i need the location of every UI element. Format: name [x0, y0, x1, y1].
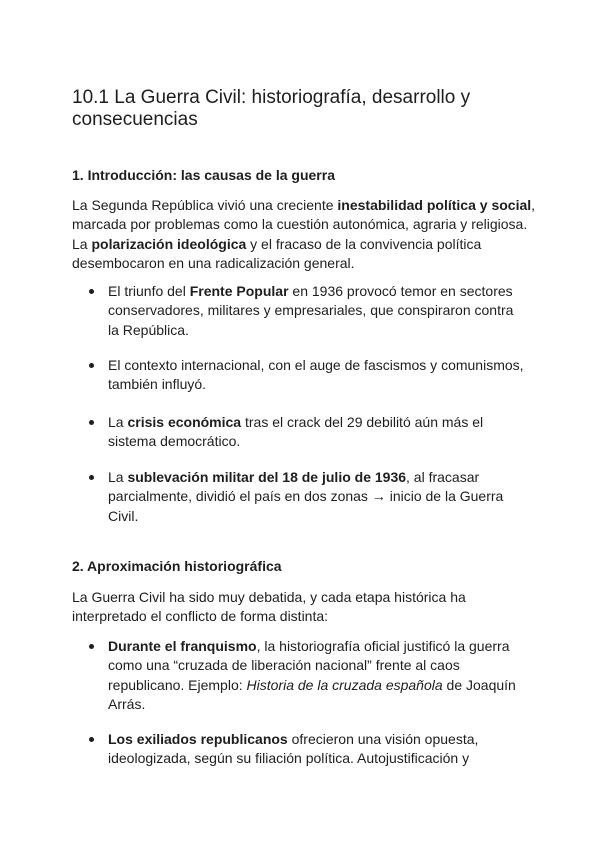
bold-run: inestabilidad política y social [337, 197, 532, 213]
bullet-icon [89, 737, 94, 742]
text-run: en 1936 provocó temor en sectores conservadores, militares y empresariales, que conspiraron contra la República. [108, 283, 514, 338]
bold-run: crisis económica [127, 414, 242, 430]
text-run: El triunfo del [108, 283, 190, 299]
bullet-icon [89, 420, 94, 425]
section-2-list-item [108, 730, 528, 769]
text-run: ofrecieron una visión opuesta, ideologizada, según su filiación política. Autojustificación y [108, 731, 479, 767]
section-1-intro-paragraph [72, 196, 542, 273]
text-run: de Joaquín Arrás. [108, 676, 516, 712]
text-run: , al fracasar parcialmente, dividió el país en dos zonas → inicio de la Guerra Civil. [108, 469, 504, 524]
section-1-list-item [108, 282, 528, 340]
text-run: y el fracaso de la convivencia política desembocaron en una radicalización general. [72, 235, 482, 271]
section-1-heading: 1. Introducción: las causas de la guerra [72, 167, 335, 183]
text-run: , la historiografía oficial justificó la guerra como una “cruzada de liberación nacional” frente al caos republicano. Ejemplo: [108, 638, 510, 693]
section-1-list-item [108, 413, 528, 452]
text-run: , marcada por problemas como la cuestión autonómica, agraria y religiosa. La [72, 197, 536, 252]
section-2-list-item [108, 637, 528, 714]
bullet-icon [89, 644, 94, 649]
bullet-icon [89, 475, 94, 480]
bullet-icon [89, 289, 94, 294]
bold-run: Frente Popular [189, 283, 289, 299]
section-1-list-item [108, 468, 528, 526]
text-run: La [108, 414, 128, 430]
text-run: La [108, 469, 128, 485]
section-2-heading: 2. Aproximación historiográfica [72, 558, 282, 574]
bold-run: sublevación militar del 18 de julio de 1936 [127, 469, 407, 485]
bold-run: polarización ideológica [91, 235, 247, 252]
italic-run: Historia de la cruzada española [246, 676, 443, 693]
text-run: tras el crack del 29 debilitó aún más el sistema democrático. [108, 414, 484, 450]
document-title: 10.1 La Guerra Civil: historiografía, desarrollo y consecuencias [72, 87, 471, 130]
bold-run: Durante el franquismo [108, 638, 257, 654]
text-run: La Segunda República vivió una creciente [72, 197, 338, 213]
bold-run: Los exiliados republicanos [108, 731, 288, 747]
section-2-intro-paragraph: La Guerra Civil ha sido muy debatida, y cada etapa histórica ha interpretado el conflicto de forma distinta: [72, 589, 466, 625]
bullet-icon [89, 363, 94, 368]
section-1-list-item [108, 356, 528, 395]
text-run: El contexto internacional, con el auge de fascismos y comunismos, también influyó. [108, 357, 524, 393]
